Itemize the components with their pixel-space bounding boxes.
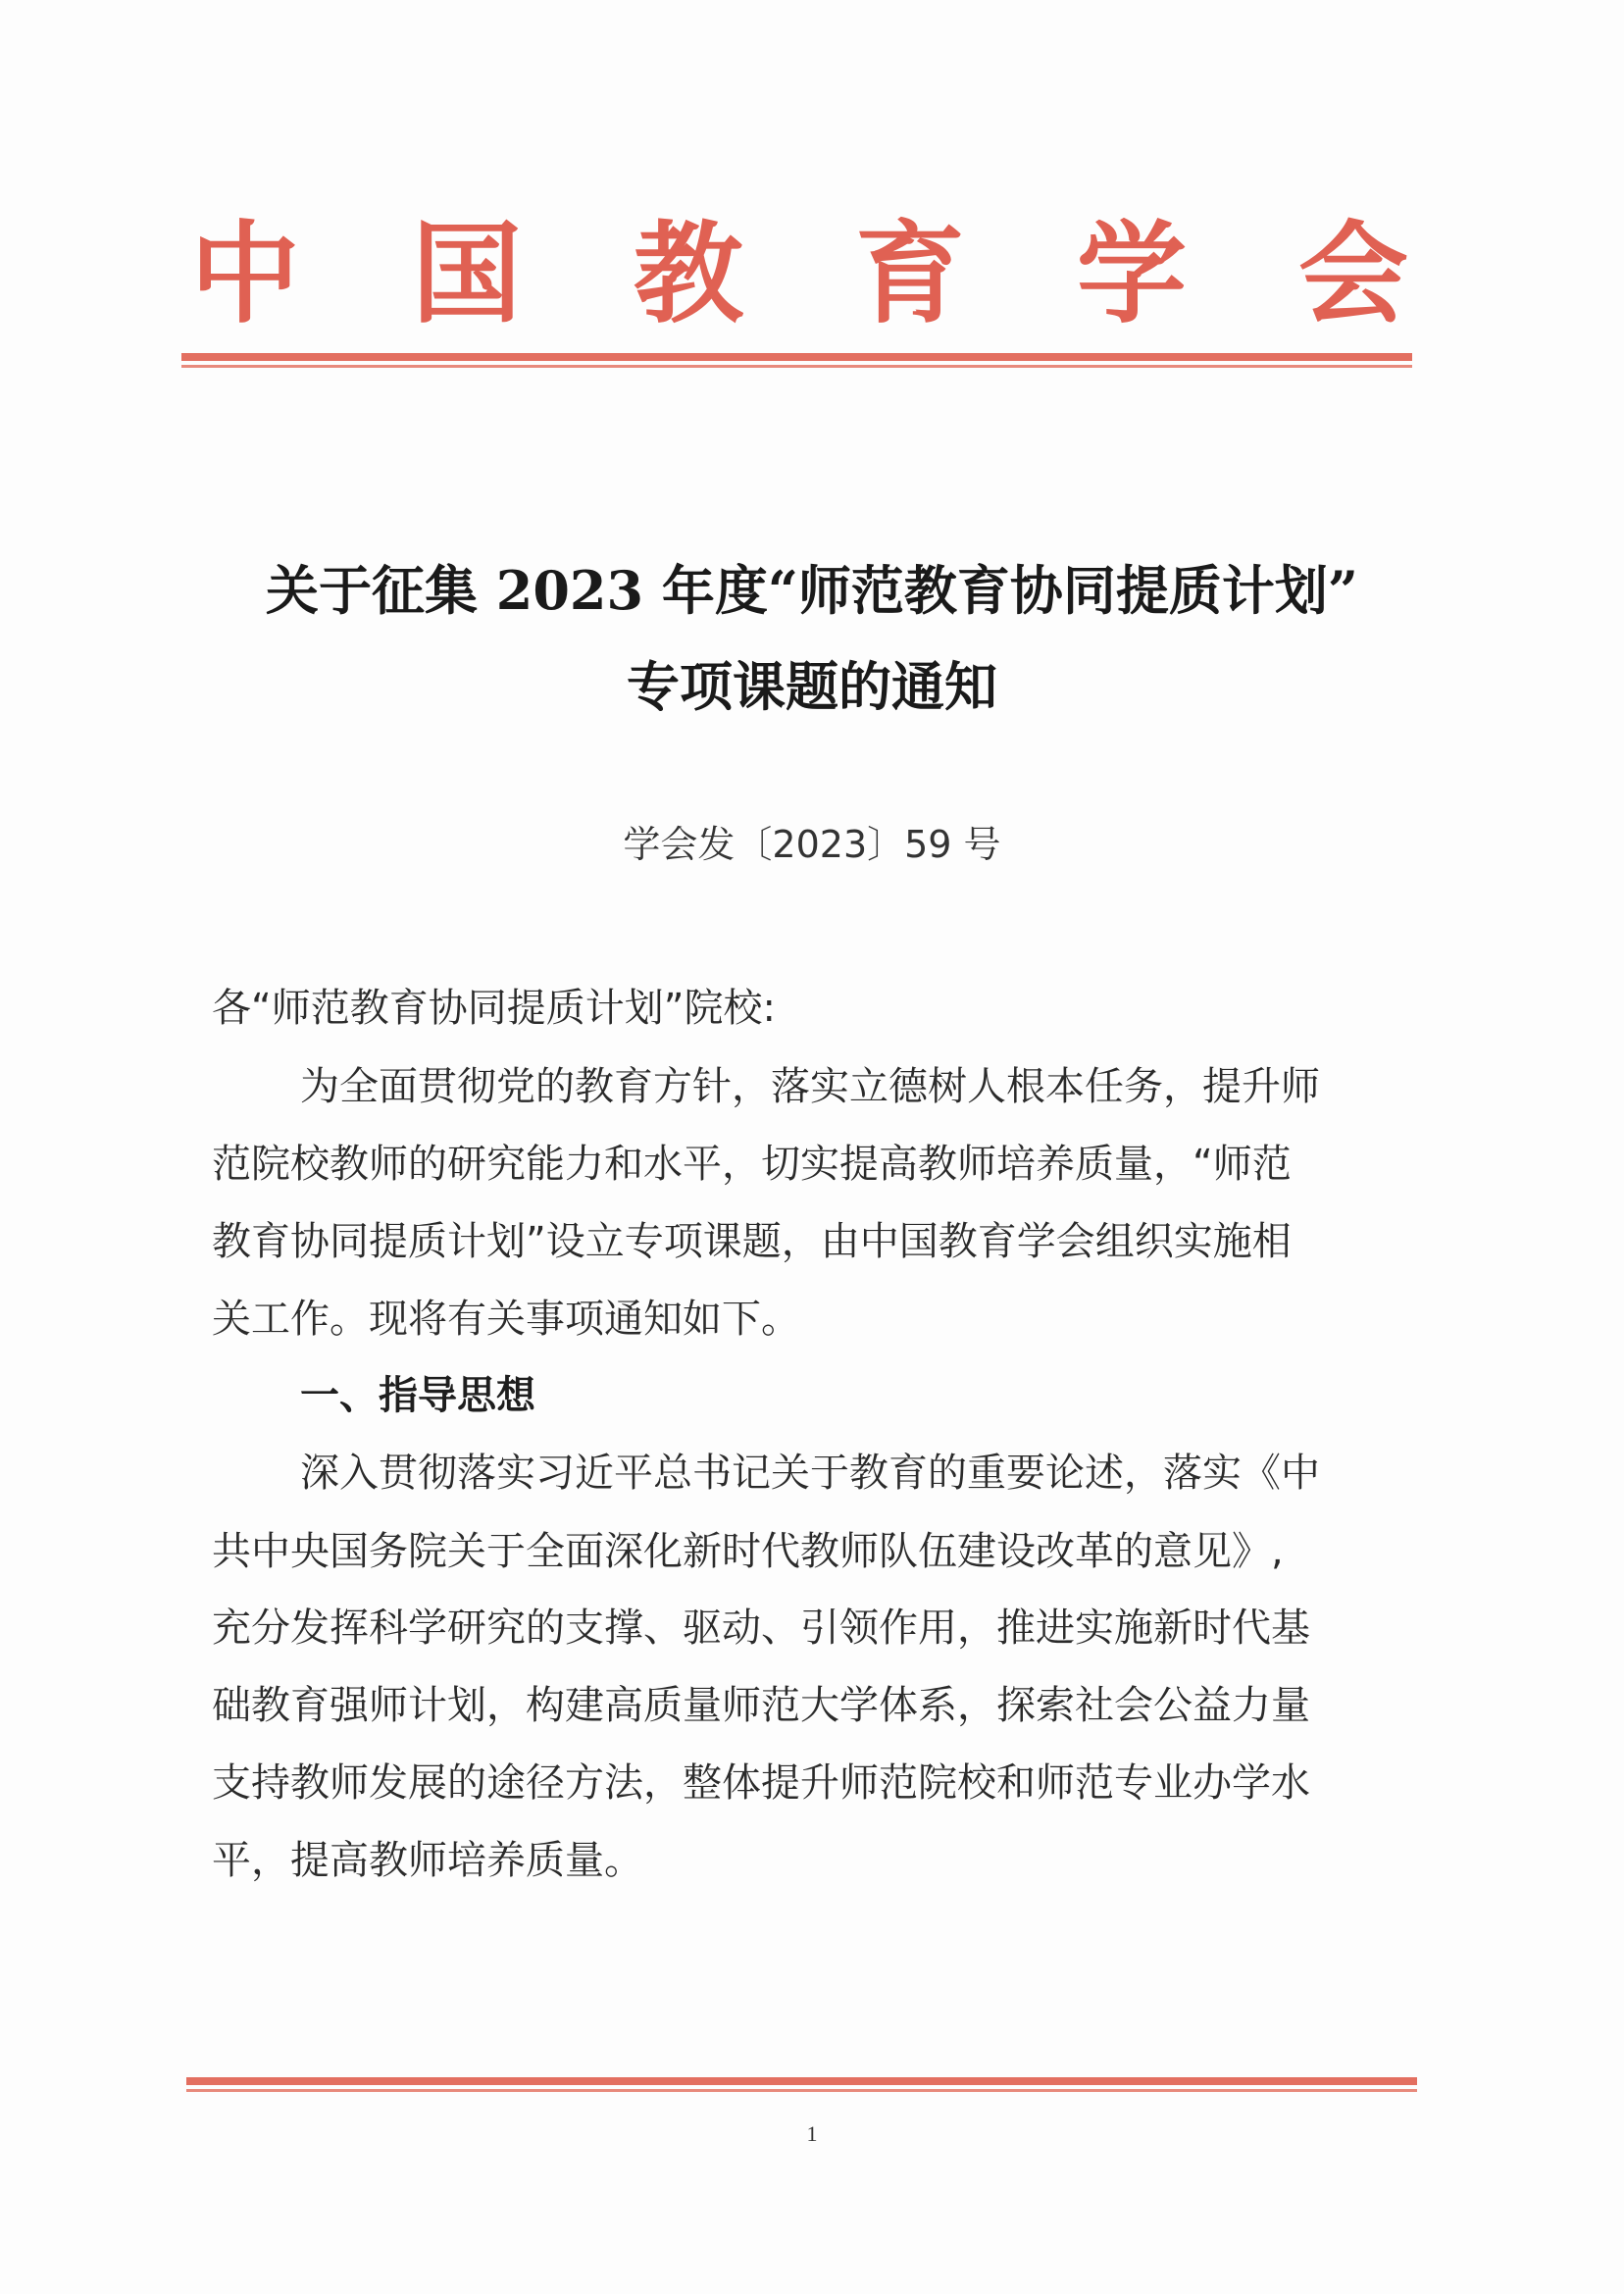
masthead-char: 教 — [634, 209, 743, 338]
notice-title-line-2: 专项课题的通知 — [627, 655, 997, 718]
masthead-char: 会 — [1298, 209, 1408, 338]
paragraph-line: 深入贯彻落实习近平总书记关于教育的重要论述，落实《中 — [300, 1451, 1320, 1496]
notice-title-line-1: 关于征集 2023 年度“师范教育协同提质计划” — [265, 559, 1358, 622]
divider-thin-line — [186, 2089, 1417, 2092]
paragraph-line: 充分发挥科学研究的支撑、驱动、引领作用，推进实施新时代基 — [212, 1606, 1310, 1651]
document-number: 学会发〔2023〕59 号 — [623, 823, 1001, 866]
paragraph-line: 为全面贯彻党的教育方针，落实立德树人根本任务，提升师 — [300, 1064, 1320, 1109]
footer-divider — [186, 2077, 1417, 2092]
masthead-title — [181, 201, 1417, 338]
section-heading: 一、指导思想 — [300, 1373, 535, 1418]
paragraph-line: 范院校教师的研究能力和水平，切实提高教师培养质量，“师范 — [212, 1142, 1292, 1187]
masthead-char: 育 — [855, 209, 965, 338]
paragraph-line: 关工作。现将有关事项通知如下。 — [212, 1297, 800, 1342]
paragraph-line: 共中央国务院关于全面深化新时代教师队伍建设改革的意见》, — [212, 1529, 1284, 1574]
paragraph-line: 教育协同提质计划”设立专项课题，由中国教育学会组织实施相 — [212, 1219, 1292, 1264]
paragraph-line: 础教育强师计划，构建高质量师范大学体系，探索社会公益力量 — [212, 1683, 1310, 1728]
divider-thin-line — [181, 365, 1412, 368]
paragraph-line: 平，提高教师培养质量。 — [212, 1838, 643, 1883]
masthead-char: 国 — [412, 209, 522, 338]
masthead-char: 学 — [1077, 209, 1187, 338]
divider-thick-line — [181, 353, 1412, 361]
page-number: 1 — [806, 2121, 818, 2146]
divider-thick-line — [186, 2077, 1417, 2085]
salutation: 各“师范教育协同提质计划”院校: — [212, 986, 776, 1031]
paragraph-line: 支持教师发展的途径方法，整体提升师范院校和师范专业办学水 — [212, 1760, 1310, 1806]
masthead-divider — [181, 353, 1412, 368]
masthead-char: 中 — [190, 209, 300, 338]
